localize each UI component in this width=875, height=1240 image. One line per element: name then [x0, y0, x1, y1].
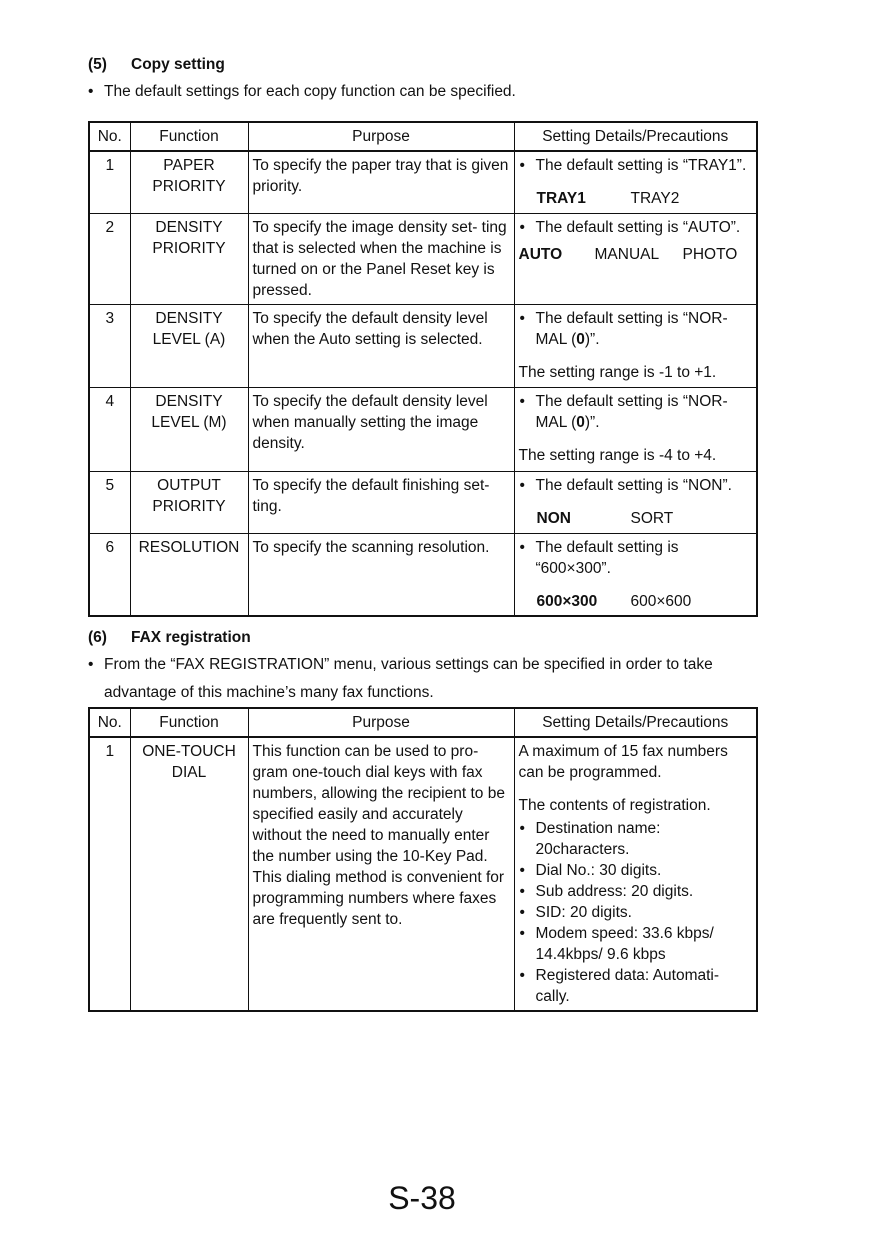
detail-default: • The default setting is “NOR- MAL (0)”.	[519, 308, 753, 350]
row-details	[514, 387, 757, 471]
header-purpose: Purpose	[248, 122, 514, 151]
header-setting-details: Setting Details/Precautions	[514, 708, 757, 737]
header-purpose: Purpose	[248, 708, 514, 737]
table-header-row	[89, 708, 757, 737]
row-purpose: To specify the default density level when the Auto setting is selected.	[248, 304, 514, 387]
option-list	[519, 188, 753, 209]
list-item: • SID: 20 digits.	[519, 902, 753, 923]
row-number: 2	[89, 213, 130, 304]
detail-contents-title: The contents of registration.	[518, 797, 711, 814]
row-details	[514, 213, 757, 304]
row-details	[514, 304, 757, 387]
table-row	[89, 471, 757, 533]
header-function: Function	[130, 122, 248, 151]
row-function: DENSITY PRIORITY	[130, 213, 248, 304]
row-function: DENSITY LEVEL (A)	[130, 304, 248, 387]
section-6-intro	[88, 651, 768, 707]
option-list	[519, 244, 753, 265]
bullet-icon: •	[88, 83, 94, 100]
row-purpose: To specify the default finishing set- ting.	[248, 471, 514, 533]
section-5-title: Copy setting	[131, 56, 225, 73]
page-number: S-38	[388, 1180, 456, 1216]
detail-default: • The default setting is “AUTO”.	[519, 217, 753, 238]
table-row	[89, 304, 757, 387]
section-5-heading	[88, 56, 225, 74]
section-5-intro	[88, 78, 768, 106]
row-details	[514, 471, 757, 533]
detail-range: The setting range is -1 to +1.	[518, 363, 717, 381]
detail-range: The setting range is -4 to +4.	[518, 446, 717, 464]
list-item: • Sub address: 20 digits.	[519, 881, 753, 902]
row-function: DENSITY LEVEL (M)	[130, 387, 248, 471]
detail-max-numbers: A maximum of 15 fax numbers can be programmed.	[518, 743, 728, 781]
list-item: • Destination name: 20characters.	[519, 818, 753, 860]
option-list	[519, 591, 753, 612]
list-item: • Registered data: Automati- cally.	[519, 965, 753, 1007]
table-row	[89, 737, 757, 1011]
row-number: 3	[89, 304, 130, 387]
header-no: No.	[89, 708, 130, 737]
table-row	[89, 533, 757, 616]
row-purpose: To specify the scanning resolution.	[248, 533, 514, 616]
row-details	[514, 737, 757, 1011]
detail-default: • The default setting is “NOR- MAL (0)”.	[519, 391, 753, 433]
table-row	[89, 213, 757, 304]
option-default: AUTO	[518, 245, 563, 263]
row-function: PAPER PRIORITY	[130, 151, 248, 213]
option-list	[519, 508, 753, 529]
option-default: TRAY1	[536, 190, 586, 207]
fax-registration-table	[88, 707, 758, 1012]
header-function: Function	[130, 708, 248, 737]
section-6-heading	[88, 629, 251, 647]
detail-default: • The default setting is “600×300”.	[519, 537, 753, 579]
header-no: No.	[89, 122, 130, 151]
detail-default: • The default setting is “TRAY1”.	[519, 155, 753, 176]
option: TRAY2	[630, 190, 680, 207]
detail-default: • The default setting is “NON”.	[519, 475, 753, 496]
option: 600×600	[630, 592, 692, 610]
row-number: 6	[89, 533, 130, 616]
row-details	[514, 533, 757, 616]
copy-setting-table	[88, 121, 758, 617]
row-function: RESOLUTION	[130, 533, 248, 616]
section-6-title: FAX registration	[131, 629, 251, 646]
list-item: • Modem speed: 33.6 kbps/ 14.4kbps/ 9.6 kbps	[519, 923, 753, 965]
row-details	[514, 151, 757, 213]
bullet-icon: •	[88, 656, 94, 673]
option-default: NON	[536, 509, 571, 527]
table-row	[89, 387, 757, 471]
row-function: ONE-TOUCH DIAL	[130, 737, 248, 1011]
row-number: 4	[89, 387, 130, 471]
option: SORT	[630, 509, 674, 527]
row-purpose: To specify the default density level when manually setting the image density.	[248, 387, 514, 471]
section-6-number: (6)	[88, 629, 107, 646]
option-default: 600×300	[536, 592, 598, 610]
row-purpose: To specify the paper tray that is given priority.	[248, 151, 514, 213]
row-purpose: This function can be used to pro- gram one-touch dial keys with fax numbers, allowing the recipient to be specified easily and accurately without the need to manually enter the number using the 10-Key Pad. This dialing method is convenient for programming numbers where faxes are frequently sent to.	[248, 737, 514, 1011]
list-item: • Dial No.: 30 digits.	[519, 860, 753, 881]
section-5-number: (5)	[88, 56, 107, 73]
header-setting-details: Setting Details/Precautions	[514, 122, 757, 151]
section-6-intro-text: From the “FAX REGISTRATION” menu, various settings can be specified in order to take advantage of this machine’s many fax functions.	[104, 656, 713, 701]
option: PHOTO	[682, 245, 738, 263]
row-purpose: To specify the image density set- ting that is selected when the machine is turned on or the Panel Reset key is pressed.	[248, 213, 514, 304]
row-number: 5	[89, 471, 130, 533]
row-function: OUTPUT PRIORITY	[130, 471, 248, 533]
section-5-intro-text: The default settings for each copy function can be specified.	[104, 83, 516, 100]
table-header-row	[89, 122, 757, 151]
option: MANUAL	[594, 245, 660, 263]
table-row	[89, 151, 757, 213]
row-number: 1	[89, 151, 130, 213]
row-number: 1	[89, 737, 130, 1011]
